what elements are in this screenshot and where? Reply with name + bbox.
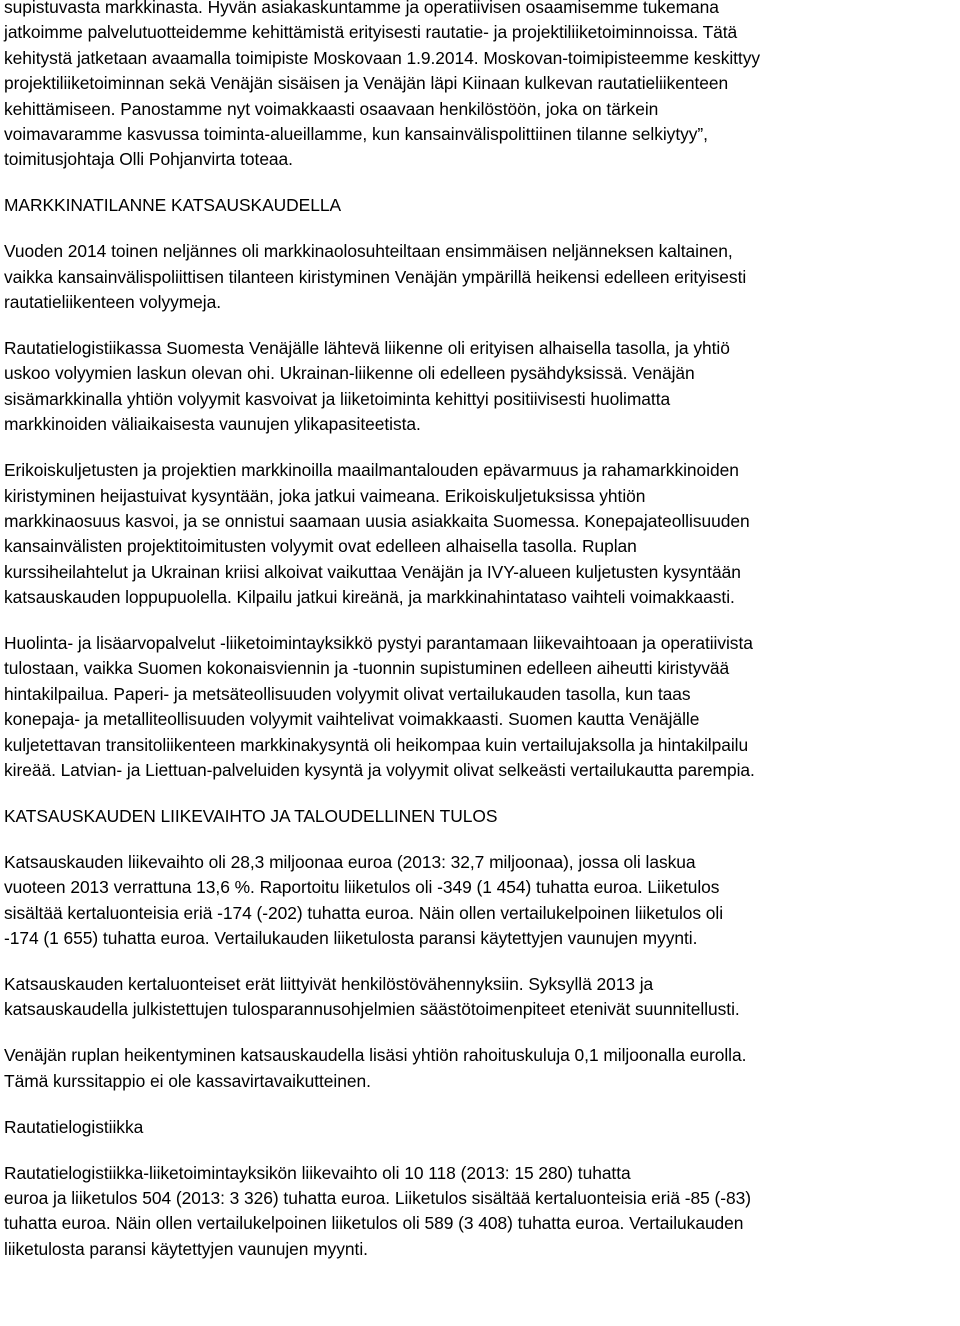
- paragraph-ruble-effect: [4, 1043, 956, 1094]
- text-line: Tämä kurssitappio ei ole kassavirtavaikutteinen.: [4, 1070, 371, 1091]
- heading-text: MARKKINATILANNE KATSAUSKAUDELLA: [4, 195, 342, 216]
- section-heading-market: [4, 193, 956, 218]
- text-line: tuhatta euroa. Näin ollen vertailukelpoinen liiketulos oli 589 (3 408) tuhatta euroa. Vertailukauden: [4, 1213, 744, 1234]
- text-line: Huolinta- ja lisäarvopalvelut -liiketoimintayksikkö pystyi parantamaan liikevaihtoaan ja operatiivista: [4, 633, 753, 654]
- text-line: -174 (1 655) tuhatta euroa. Vertailukauden liiketulosta paransi käytettyjen vaunujen myynti.: [4, 928, 698, 949]
- text-line: kansainvälisten projektitoimitusten volyymit ovat edelleen alhaisella tasolla. Ruplan: [4, 536, 637, 557]
- paragraph-special-transport-market: [4, 458, 956, 610]
- text-line: vuoteen 2013 verrattuna 13,6 %. Raportoitu liiketulos oli -349 (1 454) tuhatta euroa. Liiketulos: [4, 877, 720, 898]
- text-line: Vuoden 2014 toinen neljännes oli markkinaolosuhteiltaan ensimmäisen neljänneksen kaltainen,: [4, 241, 733, 262]
- text-line: konepaja- ja metalliteollisuuden volyymit vaihtelivat voimakkaasti. Suomen kautta Venäjälle: [4, 709, 700, 730]
- section-heading-revenue-results: [4, 804, 956, 829]
- paragraph-one-off-items: [4, 972, 956, 1023]
- heading-text: KATSAUSKAUDEN LIIKEVAIHTO JA TALOUDELLINEN TULOS: [4, 805, 498, 826]
- text-line: rautatieliikenteen volyymeja.: [4, 292, 222, 313]
- text-line: sisältää kertaluonteisia eriä -174 (-202) tuhatta euroa. Näin ollen vertailukelpoinen liiketulos oli: [4, 902, 724, 923]
- text-line: liiketulosta paransi käytettyjen vaunujen myynti.: [4, 1238, 368, 1259]
- text-line: supistuvasta markkinasta. Hyvän asiakaskuntamme ja operatiivisen osaamisemme tukemana: [4, 0, 719, 17]
- text-line: jatkoimme palvelutuotteidemme kehittämistä erityisesti rautatie- ja projektiliiketoiminnoissa. Tätä: [4, 22, 738, 43]
- text-line: katsauskauden loppupuolella. Kilpailu jatkui kireänä, ja markkinahintataso vaihteli voimakkaasti.: [4, 587, 735, 608]
- text-line: kurssiheilahtelut ja Ukrainan kriisi alkoivat vaikuttaa Venäjän ja IVY-alueen kuljetusten kysyntään: [4, 561, 741, 582]
- subheading-rail-logistics: [4, 1115, 956, 1140]
- text-line: voimavaramme kasvussa toiminta-alueillamme, kun kansainvälispolittiinen tilanne selkiytyy”,: [4, 124, 708, 145]
- paragraph-intro-continuation: [4, 0, 956, 173]
- text-line: kiristyminen heijastuivat kysyntään, joka jatkui vaimeana. Erikoiskuljetuksissa yhtiön: [4, 485, 646, 506]
- text-line: Venäjän ruplan heikentyminen katsauskaudella lisäsi yhtiön rahoituskuluja 0,1 miljoonalla eurolla.: [4, 1045, 747, 1066]
- text-line: euroa ja liiketulos 504 (2013: 3 326) tuhatta euroa. Liiketulos sisältää kertaluonteisia eriä -85 (-83): [4, 1187, 751, 1208]
- text-line: Rautatielogistiikka-liiketoimintayksikön liikevaihto oli 10 118 (2013: 15 280) tuhatta: [4, 1162, 631, 1183]
- text-line: uskoo volyymien laskun olevan ohi. Ukrainan-liikenne oli edelleen pysähdyksissä. Venäjän: [4, 363, 695, 384]
- text-line: Erikoiskuljetusten ja projektien markkinoilla maailmantalouden epävarmuus ja rahamarkkinoiden: [4, 460, 739, 481]
- text-line: Rautatielogistiikassa Suomesta Venäjälle lähtevä liikenne oli erityisen alhaisella tasolla, ja yhtiö: [4, 337, 730, 358]
- text-line: markkinaosuus kasvoi, ja se onnistui saamaan uusia asiakkaita Suomessa. Konepajateollisuuden: [4, 510, 750, 531]
- paragraph-forwarding-market: [4, 631, 956, 783]
- text-line: hintakilpailua. Paperi- ja metsäteollisuuden volyymit olivat vertailukauden tasolla, kun taas: [4, 683, 691, 704]
- document-page: [4, 0, 956, 1262]
- text-line: vaikka kansainvälispoliittisen tilanteen kiristyminen Venäjän ympärillä heikensi edelleen erityisesti: [4, 266, 747, 287]
- paragraph-rail-logistics-results: [4, 1161, 956, 1263]
- text-line: Katsauskauden kertaluonteiset erät liittyivät henkilöstövähennyksiin. Syksyllä 2013 ja: [4, 974, 654, 994]
- text-line: toimitusjohtaja Olli Pohjanvirta toteaa.: [4, 149, 293, 170]
- text-line: kireää. Latvian- ja Liettuan-palveluiden kysyntä ja volyymit olivat selkeästi vertailukautta parempia.: [4, 760, 755, 781]
- paragraph-rail-logistics-market: [4, 336, 956, 438]
- text-line: tulostaan, vaikka Suomen kokonaisviennin ja -tuonnin supistuminen edelleen aiheutti kiristyvää: [4, 658, 730, 679]
- text-line: kehitystä jatketaan avaamalla toimipiste Moskovaan 1.9.2014. Moskovan-toimipisteemme keskittyy: [4, 47, 761, 68]
- paragraph-market-q2: [4, 239, 956, 315]
- text-line: kuljetettavan transitoliikenteen markkinakysyntä oli heikompaa kuin vertailujaksolla ja hintakilpailu: [4, 734, 749, 755]
- text-line: katsauskaudella julkistettujen tulosparannusohjelmien säästötoimenpiteet etenivät suunnitellusti.: [4, 999, 740, 1020]
- text-line: kehittämiseen. Panostamme nyt voimakkaasti osaavaan henkilöstöön, joka on tärkein: [4, 98, 659, 119]
- text-line: sisämarkkinalla yhtiön volyymit kasvoivat ja liiketoiminta kehittyi positiivisesti huolimatta: [4, 388, 671, 409]
- paragraph-revenue: [4, 850, 956, 952]
- text-line: projektiliiketoiminnan sekä Venäjän sisäisen ja Venäjän läpi Kiinaan kulkevan rautatieliikenteen: [4, 73, 729, 94]
- heading-text: Rautatielogistiikka: [4, 1116, 144, 1137]
- text-line: markkinoiden väliaikaisesta vaunujen ylikapasiteetista.: [4, 414, 421, 435]
- text-line: Katsauskauden liikevaihto oli 28,3 miljoonaa euroa (2013: 32,7 miljoonaa), jossa oli laskua: [4, 851, 696, 872]
